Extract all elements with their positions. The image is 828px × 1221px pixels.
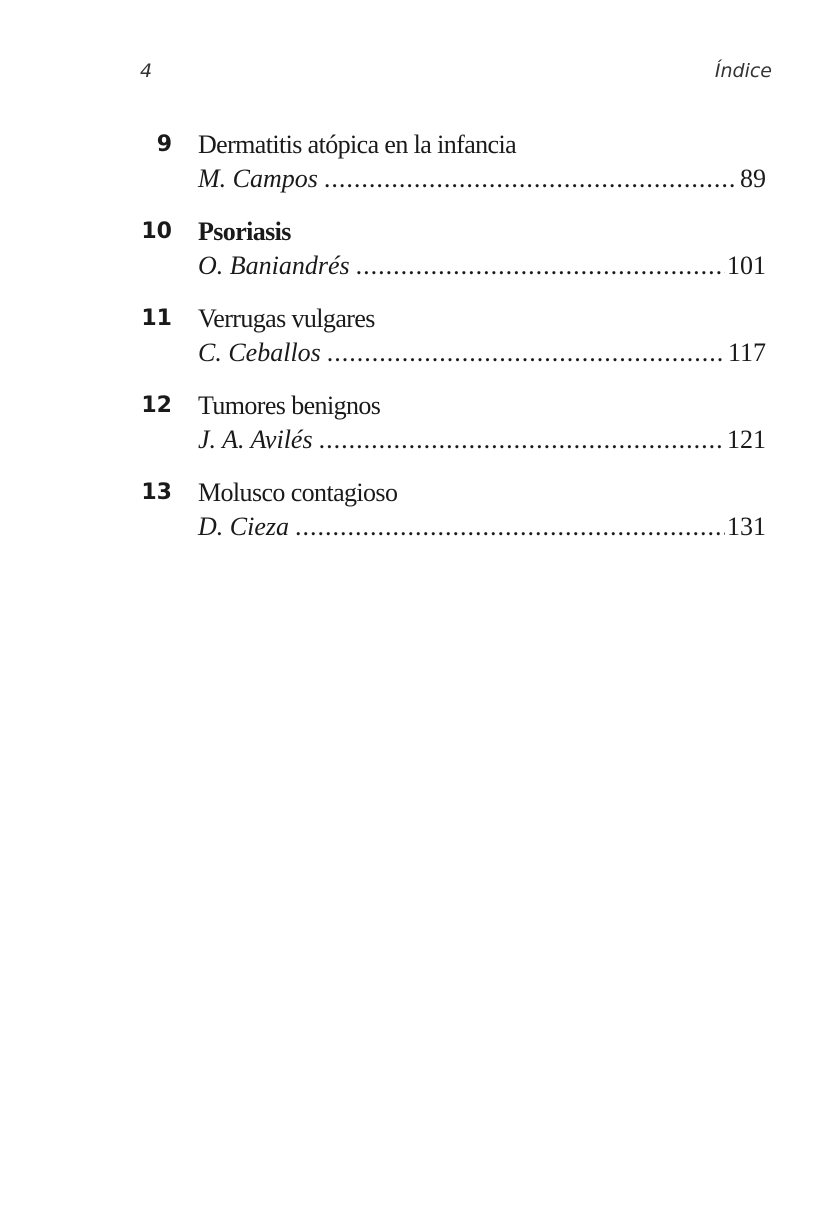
chapter-title: Tumores benignos: [198, 391, 381, 420]
toc-entry[interactable]: [0, 215, 828, 302]
chapter-title: Psoriasis: [198, 217, 291, 246]
chapter-page: 121: [727, 425, 766, 454]
dot-leader: [356, 249, 725, 283]
chapter-number: 12: [141, 393, 172, 418]
dot-leader: [327, 336, 726, 370]
chapter-page: 117: [727, 338, 766, 367]
toc-entry[interactable]: [0, 128, 828, 215]
running-head: Índice: [714, 60, 772, 82]
dot-leader: [295, 510, 725, 544]
author-line: [198, 510, 766, 544]
author-line: [198, 336, 766, 370]
toc-entry[interactable]: [0, 476, 828, 563]
author-line: [198, 162, 766, 196]
dot-leader: [319, 423, 725, 457]
chapter-page: 101: [727, 251, 766, 280]
toc-entry[interactable]: [0, 302, 828, 389]
chapter-number: 9: [156, 132, 172, 157]
chapter-author: M. Campos: [198, 164, 318, 193]
chapter-number: 11: [141, 306, 172, 331]
chapter-author: O. Baniandrés: [198, 251, 350, 280]
chapter-title: Molusco contagioso: [198, 478, 398, 507]
toc-entry[interactable]: [0, 389, 828, 476]
chapter-page: 89: [740, 164, 766, 193]
author-line: [198, 423, 766, 457]
chapter-number: 13: [141, 480, 172, 505]
page-number: 4: [140, 60, 153, 82]
chapter-number: 10: [141, 219, 172, 244]
chapter-author: C. Ceballos: [198, 338, 321, 367]
chapter-page: 131: [727, 512, 766, 541]
chapter-author: D. Cieza: [198, 512, 289, 541]
table-of-contents: [0, 128, 828, 563]
chapter-title: Verrugas vulgares: [198, 304, 375, 333]
chapter-author: J. A. Avilés: [198, 425, 313, 454]
dot-leader: [324, 162, 738, 196]
chapter-title: Dermatitis atópica en la infancia: [198, 130, 517, 159]
author-line: [198, 249, 766, 283]
